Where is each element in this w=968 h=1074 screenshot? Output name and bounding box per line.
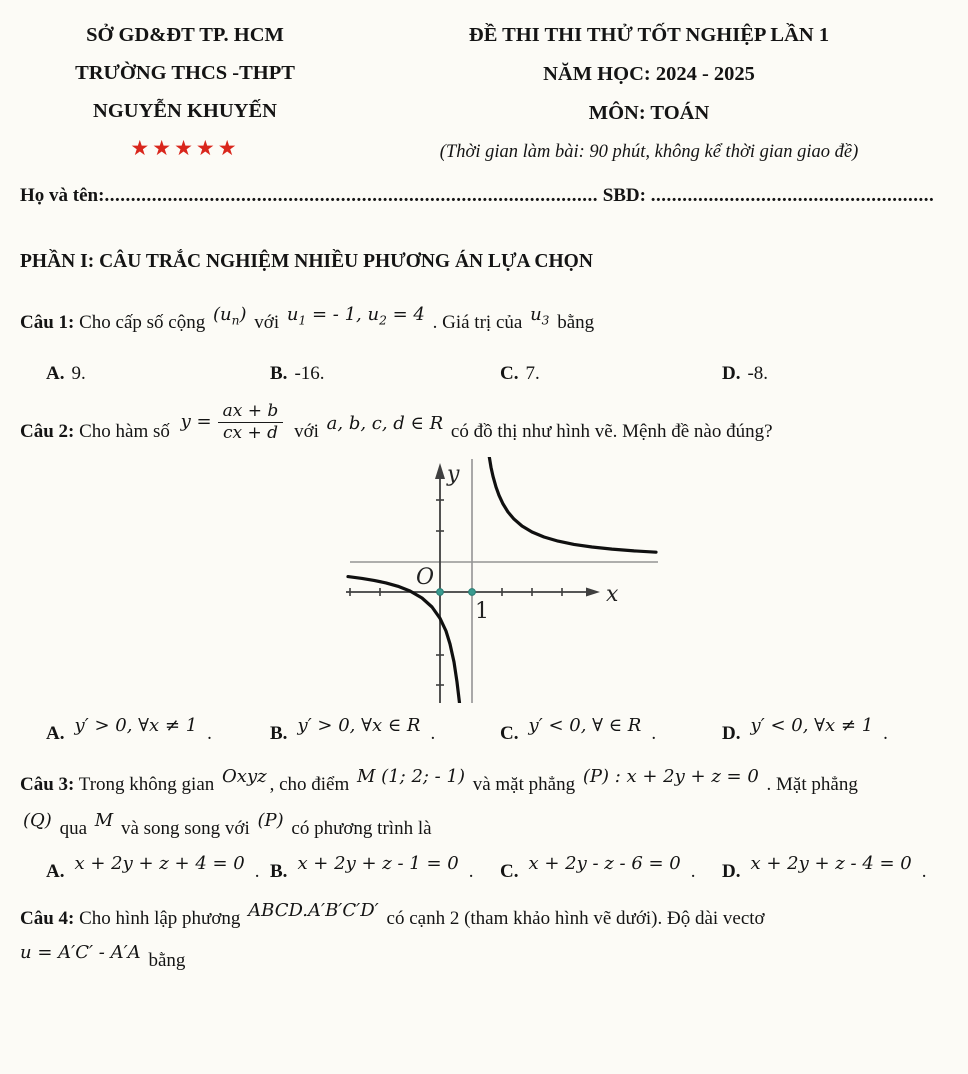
q3-math-m: M <box>94 809 114 831</box>
q1-math-u1u2: $u_1$ = - 1, $u_2 = 4$ <box>286 304 425 328</box>
q3-text-6: và song song với <box>120 817 250 839</box>
q3-text-4: . Mặt phẳng <box>766 773 858 795</box>
q2-options-row <box>46 714 948 749</box>
q3-text-1: Trong không gian <box>78 773 215 795</box>
question-4-line2 <box>20 941 948 977</box>
q3-math-p: (P) <box>257 809 284 831</box>
x1-point-dot <box>469 588 476 595</box>
q2-text-2: với <box>294 420 319 442</box>
q1-option-a: A. 9. <box>46 362 86 384</box>
sbd-label: SBD: <box>597 185 651 206</box>
hyperbola-graph <box>338 457 660 703</box>
q2-text-1: Cho hàm số <box>79 420 170 442</box>
q2-math-fraction: y = $\frac{ax + b}{cx + d}$ <box>181 401 284 443</box>
q3-text-3: và mặt phẳng <box>472 773 576 795</box>
q1-text-4: bằng <box>557 312 595 333</box>
q1-math-u3: $u_3$ <box>530 304 550 328</box>
x1-tick-label: 1 <box>475 598 489 624</box>
origin-label: O <box>416 564 435 590</box>
q3-math-point-m: M (1; 2; - 1) <box>357 765 465 787</box>
q1-option-b: B. -16. <box>270 362 325 384</box>
q1-option-c: C. 7. <box>500 362 540 384</box>
school-name-line2: NGUYỄN KHUYẾN <box>93 100 277 122</box>
school-year: NĂM HỌC: 2024 - 2025 <box>543 63 755 85</box>
q1-text-1: Cho cấp số cộng <box>79 312 206 333</box>
q1-label: Câu 1: <box>20 312 75 333</box>
q3-text-7: có phương trình là <box>291 817 432 839</box>
time-note: (Thời gian làm bài: 90 phút, không kể thời gian giao đề) <box>439 142 859 162</box>
exam-title: ĐỀ THI THI THỬ TỐT NGHIỆP LẦN 1 <box>468 24 830 46</box>
q1-text-2: với <box>254 312 280 333</box>
q2-option-c: C. y′ < 0, ∀ ∈ R . <box>500 714 657 744</box>
question-3-line2 <box>20 809 948 845</box>
q4-text-3: bằng <box>148 949 186 971</box>
exam-header <box>20 16 948 171</box>
sbd-dotted-field: ...................................................... <box>650 185 935 206</box>
student-name-label: Họ và tên: <box>20 185 105 206</box>
q2-math-abcd: a, b, c, d ∈ R <box>326 412 444 434</box>
q3-option-c: C. x + 2y - z - 6 = 0 . <box>500 852 696 882</box>
q4-math-vector: u = A′C′ - A′A <box>20 941 141 963</box>
school-name-line1: TRƯỜNG THCS -THPT <box>75 62 295 84</box>
hyperbola-lower-branch <box>348 576 460 702</box>
q2-option-d: D. y′ < 0, ∀x ≠ 1 . <box>722 714 888 744</box>
q4-label: Câu 4: <box>20 907 75 929</box>
q2-label: Câu 2: <box>20 420 75 442</box>
q3-text-5: qua <box>59 817 87 839</box>
school-header-block <box>20 16 350 171</box>
q2-text-3: có đồ thị như hình vẽ. Mệnh đề nào đúng? <box>450 420 773 442</box>
q4-math-cube: ABCD.A′B′C′D′ <box>248 899 379 921</box>
hyperbola-upper-branch <box>489 457 656 552</box>
q3-math-oxyz: Oxyz <box>222 765 267 787</box>
rating-stars-icon: ★★★★★ <box>130 136 240 160</box>
q2-option-a: A. y′ > 0, ∀x ≠ 1 . <box>46 714 212 744</box>
x-axis-arrow-icon <box>586 587 600 596</box>
q1-options-row <box>46 359 948 389</box>
student-name-dotted-field: .............................................................................................. <box>104 185 598 206</box>
question-2 <box>20 400 948 453</box>
y-axis-arrow-icon <box>435 463 445 479</box>
q3-options-row <box>46 852 948 887</box>
department-name: SỞ GD&ĐT TP. HCM <box>86 24 284 46</box>
student-info-line <box>20 185 948 207</box>
q3-math-plane-q: (Q) <box>23 809 52 831</box>
q3-text-2: , cho điểm <box>269 773 350 795</box>
question-3 <box>20 765 948 801</box>
y-axis-label: y <box>447 461 460 487</box>
part1-title: PHẦN I: CÂU TRẮC NGHIỆM NHIỀU PHƯƠNG ÁN LỰA CHỌN <box>20 251 593 272</box>
exam-title-block <box>350 16 948 171</box>
q3-label: Câu 3: <box>20 773 75 795</box>
function-graph-figure <box>338 457 660 703</box>
q1-math-un: $(u_n)$ <box>213 304 247 328</box>
question-1 <box>20 304 948 345</box>
q3-option-a: A. x + 2y + z + 4 = 0 . <box>46 852 260 882</box>
origin-point-dot <box>437 588 444 595</box>
q3-math-plane-p: (P) : x + 2y + z = 0 <box>582 765 759 787</box>
q3-option-d: D. x + 2y + z - 4 = 0 . <box>722 852 927 882</box>
question-4 <box>20 899 948 935</box>
subject-name: MÔN: TOÁN <box>588 102 710 124</box>
q4-text-1: Cho hình lập phương <box>79 907 241 929</box>
q4-text-2: có cạnh 2 (tham khảo hình vẽ dưới). Độ dài vectơ <box>386 907 765 929</box>
q3-option-b: B. x + 2y + z - 1 = 0 . <box>270 852 474 882</box>
x-axis-label: x <box>606 581 619 607</box>
q1-text-3: . Giá trị của <box>432 312 523 333</box>
q2-option-b: B. y′ > 0, ∀x ∈ R . <box>270 714 436 744</box>
q1-option-d: D. -8. <box>722 362 769 384</box>
